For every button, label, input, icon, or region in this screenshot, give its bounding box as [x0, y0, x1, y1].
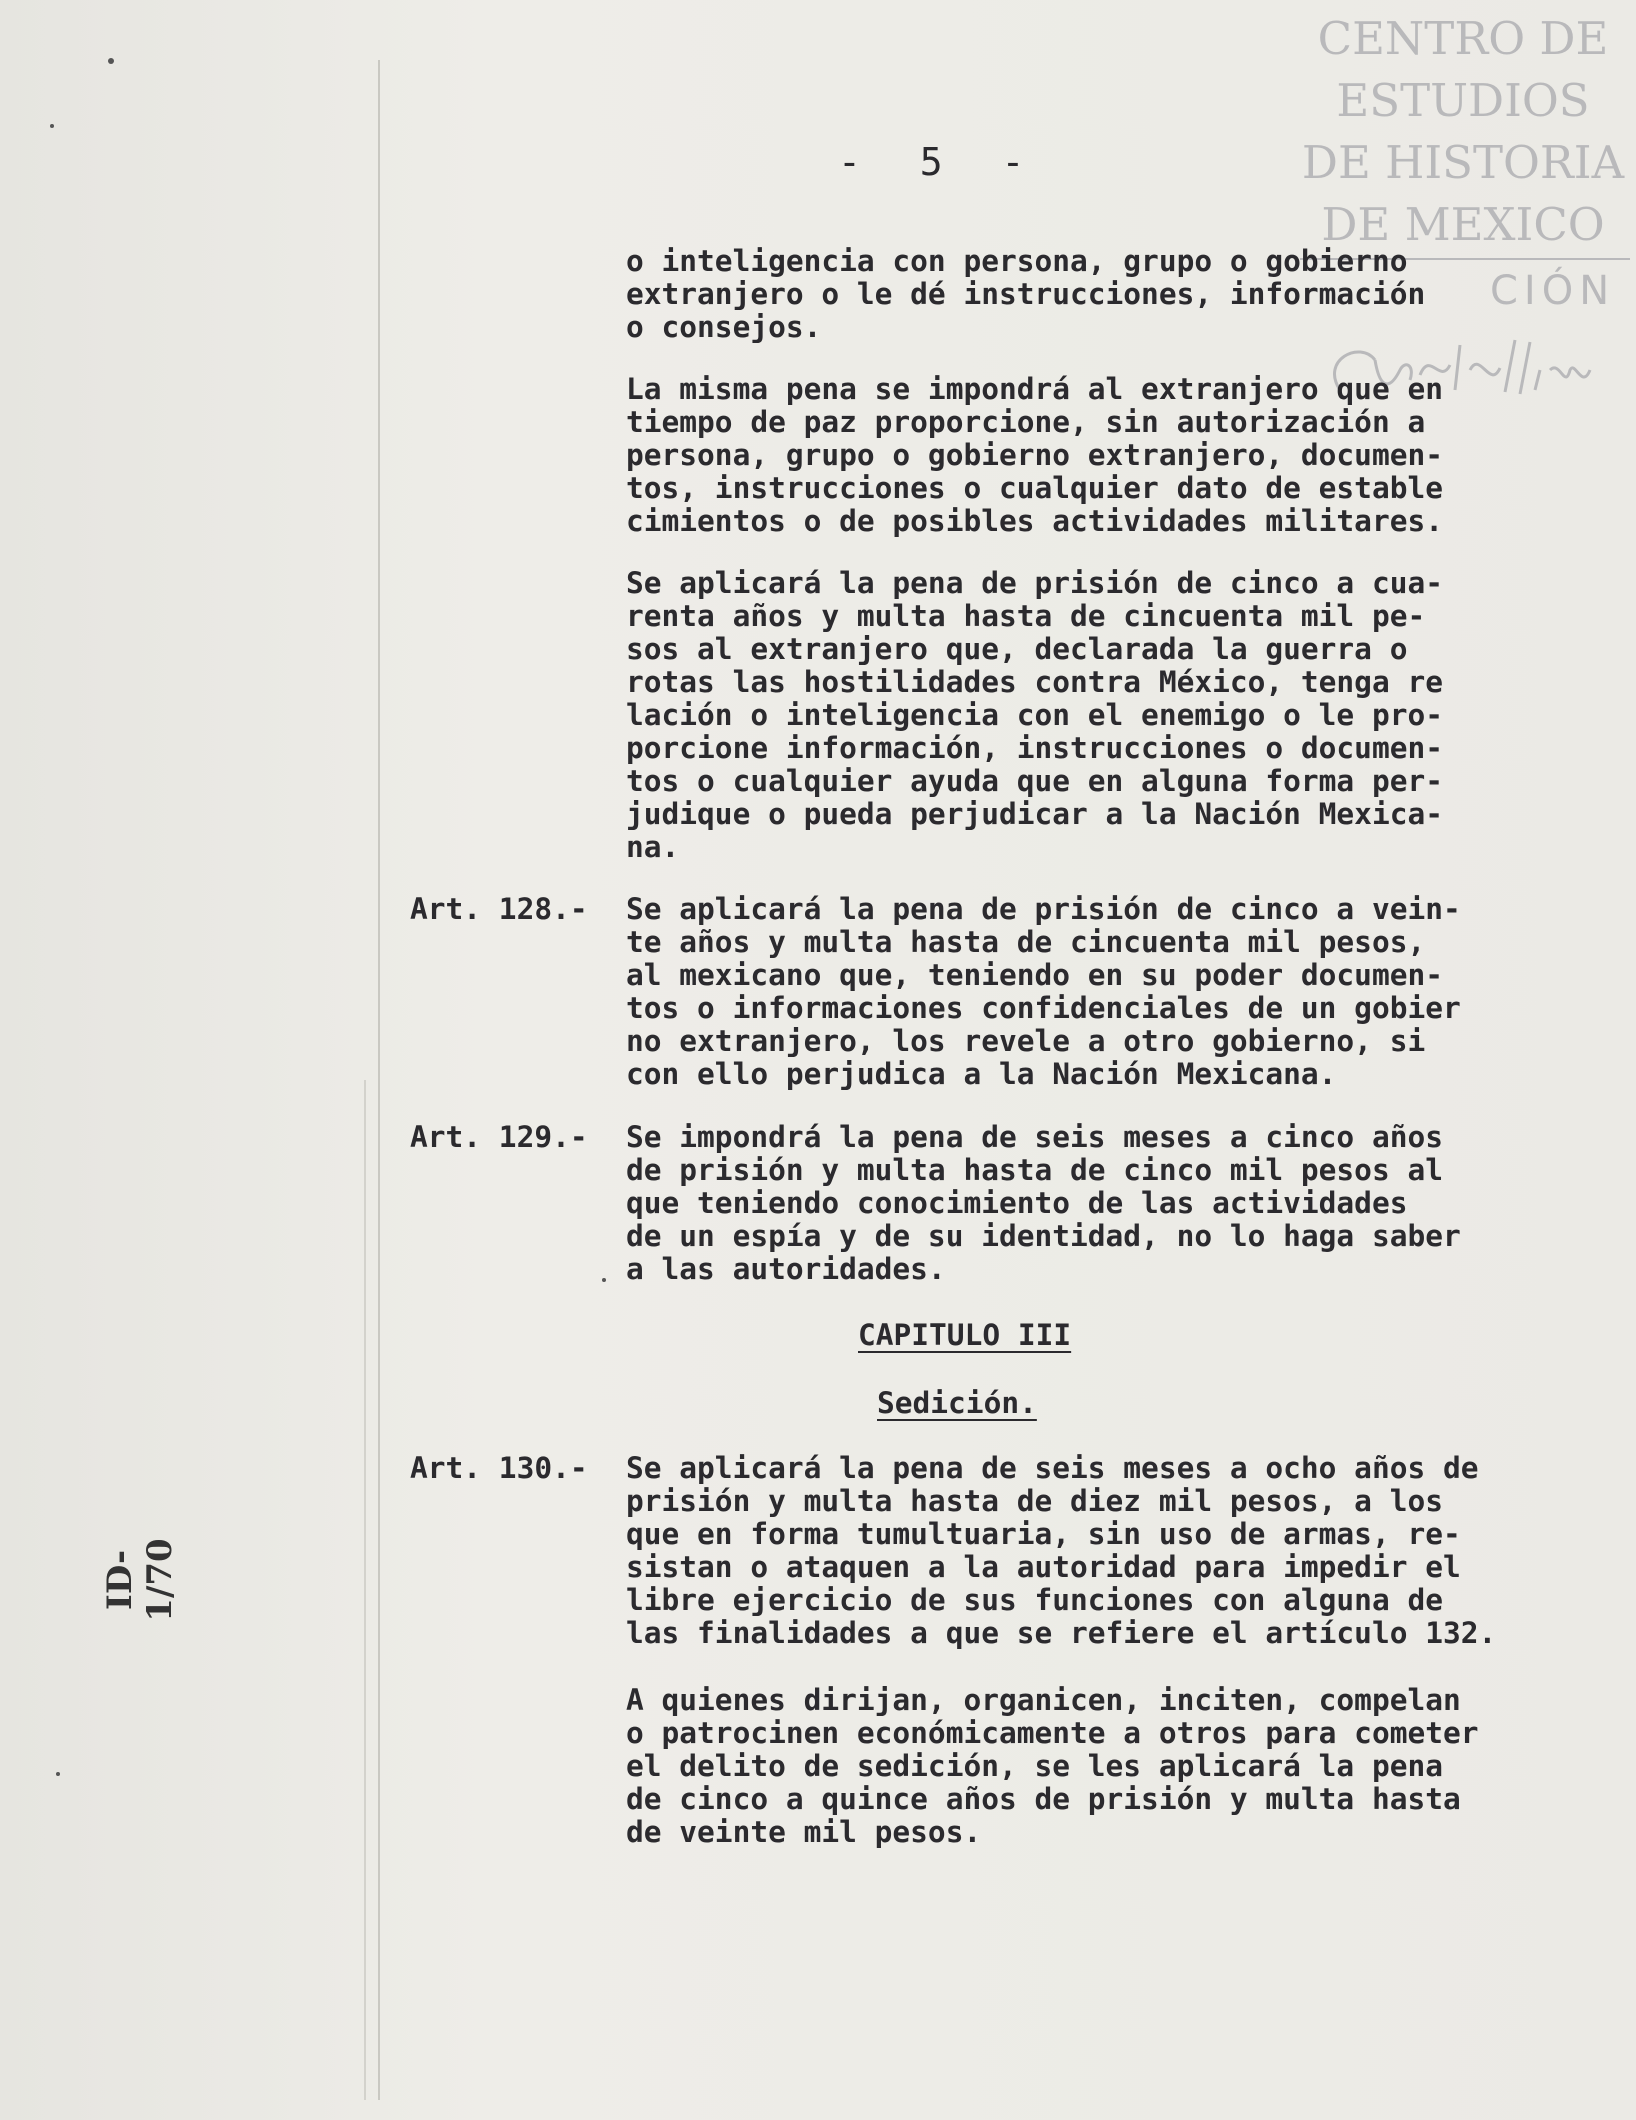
stamp-line: DE HISTORIA [1301, 136, 1625, 189]
stamp-line: ESTUDIOS [1336, 74, 1590, 127]
page-number: - 5 - [838, 140, 1043, 184]
paragraph: A quienes dirijan, organicen, inciten, compelan o patrocinen económicamente a otros para cometer el delito de sedición, se les aplicará la pena de cinco a quince años de prisión y multa hasta de veinte mil pesos. [626, 1683, 1479, 1849]
paragraph: La misma pena se impondrá al extranjero que en tiempo de paz proporcione, sin autorización a persona, grupo o gobierno extranjero, documen- tos, instrucciones o cualquier dato de estable cimientos o de posibles actividades militares. [626, 372, 1443, 538]
paragraph: Se aplicará la pena de prisión de cinco a cua- renta años y multa hasta de cincuenta mil pe- sos al extranjero que, declarada la guerra o rotas las hostilidades contra México, tenga re lación o inteligencia con el enemigo o le pro- porcione información, instrucciones o documen- tos o cualquier ayuda que en alguna forma per- judique o pueda perjudicar a la Nación Mexica- na. [626, 566, 1443, 864]
ink-speck [602, 1278, 606, 1282]
article-text: Se impondrá la pena de seis meses a cinco años de prisión y multa hasta de cinco mil pesos al que teniendo conocimiento de las actividades de un espía y de su identidad, no lo haga saber a las autoridades. [626, 1120, 1461, 1286]
article-text: Se aplicará la pena de seis meses a ocho años de prisión y multa hasta de diez mil pesos, a los que en forma tumultuaria, sin uso de armas, re- sistan o ataquen a la autoridad para impedir el libre ejercicio de sus funciones con alguna de las finalidades a que se refiere el artículo 132. [626, 1451, 1497, 1650]
stamp-line: CENTRO DE [1317, 12, 1609, 65]
article-text: Se aplicará la pena de prisión de cinco a vein- te años y multa hasta de cincuenta mil pesos, al mexicano que, teniendo en su poder documen- tos o informaciones confidenciales de un gobier no extranjero, los revele a otro gobierno, si con ello perjudica a la Nación Mexicana. [626, 892, 1461, 1091]
article-label: Art. 128.- [410, 892, 588, 926]
article-label: Art. 129.- [410, 1120, 588, 1154]
ink-speck [50, 124, 54, 128]
chapter-subtitle: Sedición. [877, 1386, 1037, 1420]
page-fold-line [364, 1080, 366, 2100]
stamp-side-text: CIÓN [1490, 268, 1616, 314]
archive-watermark-stamp [1290, 8, 1636, 256]
ink-speck [56, 1772, 60, 1776]
chapter-title: CAPITULO III [858, 1318, 1072, 1352]
ink-speck [108, 58, 114, 64]
article-label: Art. 130.- [410, 1451, 588, 1485]
stamp-line: DE MEXICO [1321, 198, 1605, 251]
continued-paragraph: o inteligencia con persona, grupo o gobierno extranjero o le dé instrucciones, información o consejos. [626, 244, 1426, 344]
page-fold-line [378, 60, 380, 2100]
archive-reference-code: ID-1/70 [100, 1538, 180, 1622]
